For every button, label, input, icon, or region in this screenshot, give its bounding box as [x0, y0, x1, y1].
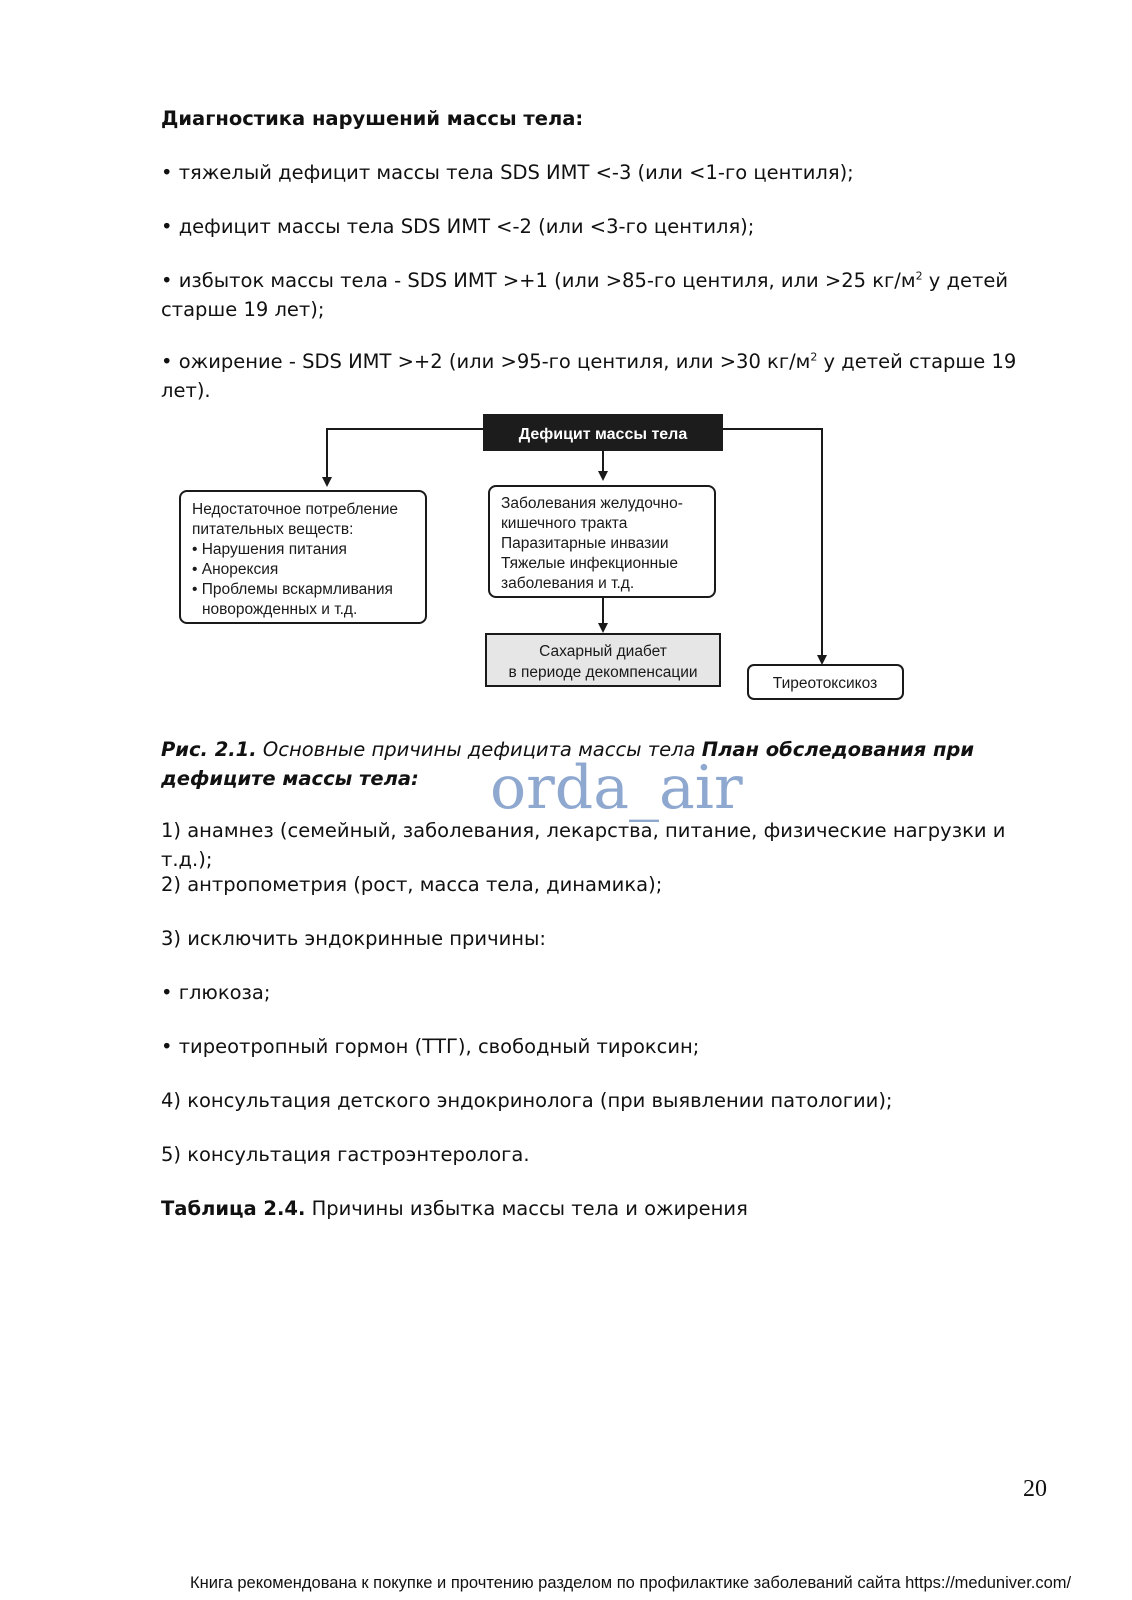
flowchart-middle-line: Заболевания желудочно- [501, 495, 683, 512]
page-number: 20 [1023, 1476, 1047, 1502]
flowchart-left-line: новорожденных и т.д. [202, 601, 358, 618]
flowchart-node-middle [489, 486, 715, 597]
plan-item: 1) анамнез (семейный, заболевания, лекарства, питание, физические нагрузки и т.д.); [161, 819, 1006, 871]
table-caption: Таблица 2.4. Причины избытка массы тела и ожирения [161, 1197, 748, 1220]
flowchart-middle-line: Тяжелые инфекционные [501, 555, 678, 572]
figure-caption: Рис. 2.1. Основные причины дефицита массы тела План обследования при дефиците массы тела: [161, 738, 975, 790]
page-footer: Книга рекомендована к покупке и прочтению разделом по профилактике заболеваний сайта https://meduniver.com/ [190, 1574, 1072, 1592]
flowchart-node-bottom [486, 634, 720, 686]
flowchart-left-line: Недостаточное потребление [192, 501, 399, 518]
plan-item: • глюкоза; [161, 981, 271, 1004]
plan-item: 4) консультация детского эндокринолога (при выявлении патологии); [161, 1089, 893, 1112]
flowchart-left-line: питательных веществ: [192, 521, 354, 538]
flowchart-right-label: Тиреотоксикоз [772, 675, 878, 692]
flowchart-middle-line: кишечного тракта [501, 515, 628, 532]
flowchart-node-right [748, 665, 903, 699]
flowchart-bottom-line: в периоде декомпенсации [508, 664, 698, 681]
flowchart-bottom-line: Сахарный диабет [539, 643, 667, 660]
flowchart-top-label: Дефицит массы тела [518, 426, 688, 443]
flowchart-node-left [180, 491, 426, 623]
plan-item: 3) исключить эндокринные причины: [161, 927, 547, 950]
diagnostic-item: • тяжелый дефицит массы тела SDS ИМТ <-3 (или <1-го центиля); [161, 161, 854, 184]
plan-item: • тиреотропный гормон (ТТГ), свободный тироксин; [161, 1035, 700, 1058]
flowchart-left-line: • Анорексия [192, 561, 279, 578]
diagnostic-item: • дефицит массы тела SDS ИМТ <-2 (или <3-го центиля); [161, 215, 755, 238]
flowchart-diagram [0, 0, 1132, 720]
diagnostic-item: • ожирение - SDS ИМТ >+2 (или >95-го центиля, или >30 $кг/м^2$ у детей старше 19 лет). [161, 350, 1017, 402]
section-heading: Диагностика нарушений массы тела: [161, 107, 584, 130]
flowchart-middle-line: заболевания и т.д. [501, 575, 635, 592]
plan-item: 5) консультация гастроэнтеролога. [161, 1143, 530, 1166]
flowchart-node-top [484, 415, 722, 450]
flowchart-left-line: • Проблемы вскармливания [192, 581, 393, 598]
flowchart-left-line: • Нарушения питания [192, 541, 347, 558]
flowchart-middle-line: Паразитарные инвазии [501, 535, 669, 552]
diagnostic-item: • избыток массы тела - SDS ИМТ >+1 (или >85-го центиля, или >25 $кг/м^2$ у детей старше 19 лет); [161, 269, 1009, 321]
watermark: orda_air [490, 753, 743, 823]
plan-item: 2) антропометрия (рост, масса тела, динамика); [161, 873, 663, 896]
